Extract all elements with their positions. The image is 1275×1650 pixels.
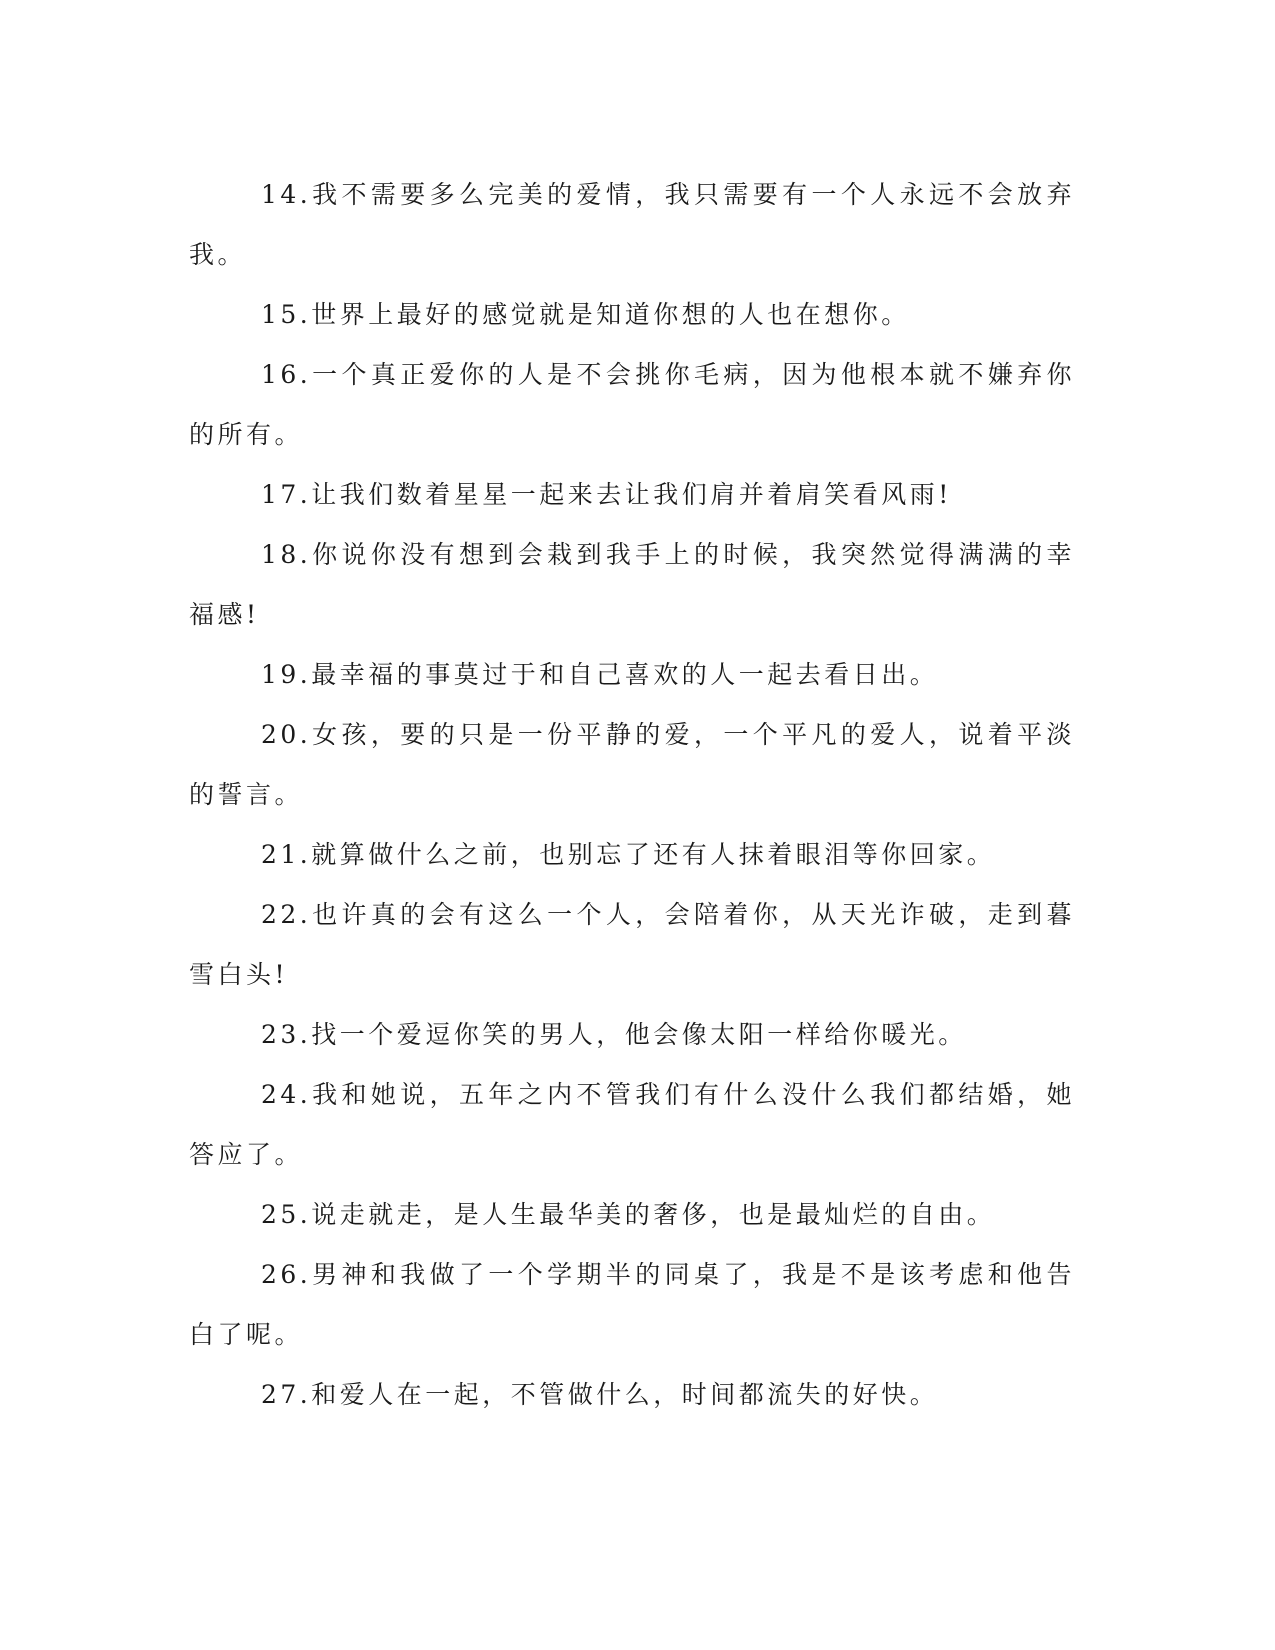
- paragraph-14: 14.我不需要多么完美的爱情，我只需要有一个人永远不会放弃我。: [189, 180, 1075, 269]
- paragraph-19: 19.最幸福的事莫过于和自己喜欢的人一起去看日出。: [261, 660, 939, 689]
- paragraph-18: 18.你说你没有想到会栽到我手上的时候，我突然觉得满满的幸福感!: [189, 540, 1075, 629]
- paragraph-20: 20.女孩，要的只是一份平静的爱，一个平凡的爱人，说着平淡的誓言。: [189, 720, 1075, 809]
- body-text: [189, 165, 1075, 1425]
- paragraph-16: 16.一个真正爱你的人是不会挑你毛病，因为他根本就不嫌弃你的所有。: [189, 360, 1075, 449]
- paragraph-22: 22.也许真的会有这么一个人，会陪着你，从天光诈破，走到暮雪白头!: [189, 900, 1075, 989]
- paragraph-17: 17.让我们数着星星一起来去让我们肩并着肩笑看风雨!: [261, 480, 952, 509]
- paragraph-26: 26.男神和我做了一个学期半的同桌了，我是不是该考虑和他告白了呢。: [189, 1260, 1075, 1349]
- paragraph-24: 24.我和她说，五年之内不管我们有什么没什么我们都结婚，她答应了。: [189, 1080, 1075, 1169]
- paragraph-25: 25.说走就走，是人生最华美的奢侈，也是最灿烂的自由。: [261, 1200, 996, 1229]
- paragraph-15: 15.世界上最好的感觉就是知道你想的人也在想你。: [261, 300, 910, 329]
- paragraph-27: 27.和爱人在一起，不管做什么，时间都流失的好快。: [261, 1380, 939, 1409]
- paragraph-21: 21.就算做什么之前，也别忘了还有人抹着眼泪等你回家。: [261, 840, 996, 869]
- paragraph-23: 23.找一个爱逗你笑的男人，他会像太阳一样给你暖光。: [261, 1020, 967, 1049]
